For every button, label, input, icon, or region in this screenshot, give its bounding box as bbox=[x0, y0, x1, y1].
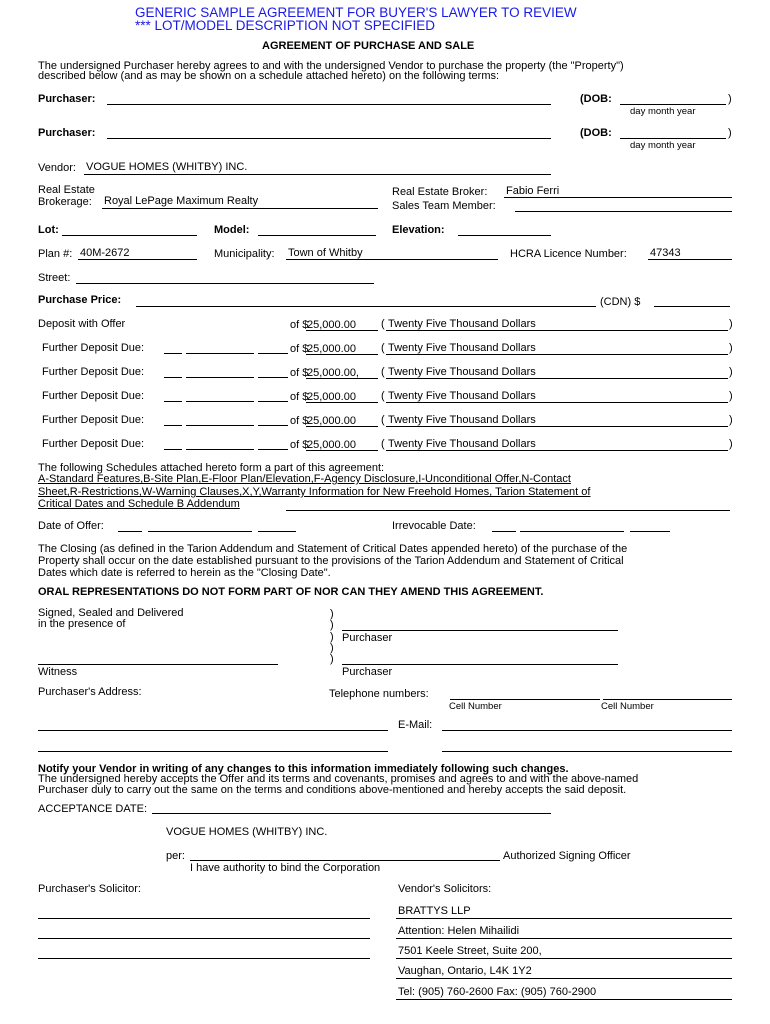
model-label: Model: bbox=[214, 224, 250, 236]
sales-team-field[interactable] bbox=[515, 211, 732, 212]
hcra-value: 47343 bbox=[650, 247, 681, 259]
notify-vendor-notice: Notify your Vendor in writing of any changes to this information immediately following such changes. bbox=[38, 763, 569, 775]
purchaser-1-dob-field[interactable] bbox=[620, 104, 726, 105]
deposit-amount-value: 25,000.00 bbox=[307, 319, 356, 331]
purchaser-1-dob-label: (DOB: bbox=[580, 93, 612, 105]
purchaser-signature-1-line[interactable] bbox=[342, 630, 618, 631]
acceptance-date-label: ACCEPTANCE DATE: bbox=[38, 803, 147, 815]
telephone-label: Telephone numbers: bbox=[329, 688, 429, 700]
email-label: E-Mail: bbox=[398, 719, 433, 731]
deposit-label: Further Deposit Due: bbox=[42, 390, 145, 402]
irrevocable-date-month[interactable] bbox=[520, 531, 624, 532]
deposit-label: Deposit with Offer bbox=[38, 318, 126, 330]
vendor-field[interactable] bbox=[84, 174, 551, 175]
deposit-words-close-paren: ) bbox=[729, 390, 733, 402]
deposit-of-label: of $ bbox=[290, 367, 309, 379]
deposit-label: Further Deposit Due: bbox=[42, 366, 145, 378]
deposit-label: Further Deposit Due: bbox=[42, 438, 145, 450]
vendor-solicitor-attention: Attention: Helen Mihailidi bbox=[398, 925, 520, 937]
deposit-of-label: of $ bbox=[290, 343, 309, 355]
deposit-amount-value: 25,000.00 bbox=[307, 439, 356, 451]
deposit-words-close-paren: ) bbox=[729, 438, 733, 450]
street-field[interactable] bbox=[76, 283, 374, 284]
header-title-line1: GENERIC SAMPLE AGREEMENT FOR BUYER'S LAWYER TO REVIEW bbox=[135, 5, 577, 20]
email-field-2[interactable] bbox=[442, 751, 732, 752]
date-of-offer-month[interactable] bbox=[148, 531, 252, 532]
paren-5: ) bbox=[330, 653, 334, 665]
deposit-label: Further Deposit Due: bbox=[42, 414, 145, 426]
deposit-due-year-field[interactable] bbox=[258, 425, 288, 426]
deposit-words-field[interactable] bbox=[386, 450, 728, 451]
hcra-label: HCRA Licence Number: bbox=[510, 248, 627, 260]
deposit-label: Further Deposit Due: bbox=[42, 342, 145, 354]
deposit-of-label: of $ bbox=[290, 391, 309, 403]
vendor-solicitor-line4 bbox=[396, 978, 732, 979]
deposit-of-label: of $ bbox=[290, 439, 309, 451]
broker-label: Real Estate Broker: bbox=[392, 186, 488, 198]
schedules-intro: The following Schedules attached hereto form a part of this agreement: bbox=[38, 462, 385, 474]
vendor-solicitor-street: 7501 Keele Street, Suite 200, bbox=[398, 945, 542, 957]
schedules-extra-line[interactable] bbox=[286, 510, 730, 511]
vendor-solicitor-line3 bbox=[396, 958, 732, 959]
paren-3: ) bbox=[330, 631, 334, 643]
brokerage-value: Royal LePage Maximum Realty bbox=[104, 195, 259, 207]
deposit-words-value: Twenty Five Thousand Dollars bbox=[388, 414, 536, 426]
deposit-due-day-field[interactable] bbox=[164, 401, 182, 402]
sales-team-label: Sales Team Member: bbox=[392, 200, 496, 212]
signing-officer-field[interactable] bbox=[190, 860, 500, 861]
closing-line2: Property shall occur on the date established pursuant to the provisions of the Tarion Addendum and Statement of Critical bbox=[38, 555, 624, 567]
signed-sealed-label: Signed, Sealed and Delivered bbox=[38, 607, 184, 619]
model-field[interactable] bbox=[258, 235, 376, 236]
elevation-field[interactable] bbox=[458, 235, 551, 236]
per-label: per: bbox=[166, 850, 185, 862]
intro-line1: The undersigned Purchaser hereby agrees to and with the undersigned Vendor to purchase the property (the "Property") bbox=[38, 60, 624, 72]
oral-representations-notice: ORAL REPRESENTATIONS DO NOT FORM PART OF NOR CAN THEY AMEND THIS AGREEMENT. bbox=[38, 586, 544, 598]
deposit-words-open-paren: ( bbox=[381, 342, 385, 354]
paren-1: ) bbox=[330, 608, 334, 620]
irrevocable-date-label: Irrevocable Date: bbox=[392, 520, 476, 532]
authorized-signing-officer-label: Authorized Signing Officer bbox=[503, 850, 631, 862]
closing-line1: The Closing (as defined in the Tarion Addendum and Statement of Critical Dates appended hereto) of the purchase of the bbox=[38, 543, 628, 555]
purchaser-1-dob-hint: day month year bbox=[630, 106, 696, 117]
deposit-words-close-paren: ) bbox=[729, 366, 733, 378]
irrevocable-date-day[interactable] bbox=[492, 531, 516, 532]
municipality-label: Municipality: bbox=[214, 248, 275, 260]
deposit-words-field[interactable] bbox=[386, 426, 728, 427]
purchaser-2-field[interactable] bbox=[107, 138, 551, 139]
purchaser-1-dob-close: ) bbox=[728, 93, 732, 105]
vendor-solicitor-city: Vaughan, Ontario, L4K 1Y2 bbox=[398, 965, 532, 977]
vendor-label: Vendor: bbox=[38, 162, 76, 174]
brokerage-label-1: Real Estate bbox=[38, 184, 95, 196]
purchaser-solicitor-line1[interactable] bbox=[38, 918, 370, 919]
plan-label: Plan #: bbox=[38, 248, 73, 260]
vendor-solicitor-line5 bbox=[396, 999, 732, 1000]
deposit-words-value: Twenty Five Thousand Dollars bbox=[388, 318, 536, 330]
purchase-price-label: Purchase Price: bbox=[38, 294, 122, 306]
plan-field[interactable] bbox=[78, 259, 197, 260]
authority-statement: I have authority to bind the Corporation bbox=[190, 862, 381, 874]
purchaser-signature-2-line[interactable] bbox=[342, 664, 618, 665]
deposit-amount-value: 25,000.00 bbox=[307, 343, 356, 355]
deposit-words-close-paren: ) bbox=[729, 414, 733, 426]
header-title-line2: *** LOT/MODEL DESCRIPTION NOT SPECIFIED bbox=[135, 18, 436, 33]
purchase-price-amount-field[interactable] bbox=[654, 306, 730, 307]
deposit-words-value: Twenty Five Thousand Dollars bbox=[388, 342, 536, 354]
deposit-due-year-field[interactable] bbox=[258, 353, 288, 354]
vendor-solicitor-line1 bbox=[396, 918, 732, 919]
purchaser-2-dob-label: (DOB: bbox=[580, 127, 612, 139]
telephone-1-field[interactable] bbox=[450, 699, 600, 700]
vendor-solicitor-label: Vendor's Solicitors: bbox=[398, 883, 492, 895]
purchase-price-words-field[interactable] bbox=[136, 306, 596, 307]
deposit-words-open-paren: ( bbox=[381, 318, 385, 330]
purchaser-solicitor-label: Purchaser's Solicitor: bbox=[38, 883, 141, 895]
purchaser-address-line1[interactable] bbox=[38, 730, 388, 731]
cell-number-1-label: Cell Number bbox=[449, 701, 502, 712]
deposit-of-label: of $ bbox=[290, 319, 309, 331]
deposit-due-year-field[interactable] bbox=[258, 449, 288, 450]
purchaser-address-label: Purchaser's Address: bbox=[38, 686, 142, 698]
vendor-solicitor-firm: BRATTYS LLP bbox=[398, 905, 471, 917]
schedules-line3: Critical Dates and Schedule B Addendum bbox=[38, 498, 240, 510]
deposit-words-open-paren: ( bbox=[381, 390, 385, 402]
paren-4: ) bbox=[330, 642, 334, 654]
vendor-signature-name: VOGUE HOMES (WHITBY) INC. bbox=[166, 826, 328, 838]
schedules-line1: A-Standard Features,B-Site Plan,E-Floor Plan/Elevation,F-Agency Disclosure,I-Unconditional Offer,N-Contact bbox=[38, 473, 571, 485]
brokerage-field[interactable] bbox=[102, 208, 378, 209]
schedules-line2: Sheet,R-Restrictions,W-Warning Clauses,X,Y,Warranty Information for New Freehold Homes, Tarion Statement of bbox=[38, 486, 591, 498]
vendor-solicitor-line2 bbox=[396, 938, 732, 939]
deposit-due-year-field[interactable] bbox=[258, 377, 288, 378]
deposit-words-close-paren: ) bbox=[729, 318, 733, 330]
plan-value: 40M-2672 bbox=[80, 247, 130, 259]
date-of-offer-year[interactable] bbox=[258, 531, 296, 532]
deposit-due-day-field[interactable] bbox=[164, 353, 182, 354]
broker-field[interactable] bbox=[504, 197, 732, 198]
deposit-words-open-paren: ( bbox=[381, 438, 385, 450]
vendor-value: VOGUE HOMES (WHITBY) INC. bbox=[86, 161, 248, 173]
date-of-offer-day[interactable] bbox=[118, 531, 142, 532]
deposit-due-month-field[interactable] bbox=[186, 425, 254, 426]
in-presence-label: in the presence of bbox=[38, 618, 126, 630]
deposit-due-year-field[interactable] bbox=[258, 401, 288, 402]
deposit-due-day-field[interactable] bbox=[164, 377, 182, 378]
deposit-due-day-field[interactable] bbox=[164, 425, 182, 426]
deposit-due-day-field[interactable] bbox=[164, 449, 182, 450]
lot-field[interactable] bbox=[62, 235, 197, 236]
deposit-words-field[interactable] bbox=[386, 378, 728, 379]
purchaser-2-dob-field[interactable] bbox=[620, 138, 726, 139]
deposit-due-month-field[interactable] bbox=[186, 377, 254, 378]
paren-2: ) bbox=[330, 619, 334, 631]
telephone-2-field[interactable] bbox=[603, 699, 732, 700]
intro-line2: described below (and as may be shown on a schedule attached hereto) on the following terms: bbox=[38, 70, 500, 82]
acceptance-date-field[interactable] bbox=[152, 813, 551, 814]
purchase-price-currency: (CDN) $ bbox=[600, 296, 641, 308]
deposit-due-month-field[interactable] bbox=[186, 353, 254, 354]
email-field[interactable] bbox=[442, 730, 732, 731]
municipality-field[interactable] bbox=[286, 259, 498, 260]
purchaser-2-dob-close: ) bbox=[728, 127, 732, 139]
broker-value: Fabio Ferri bbox=[506, 185, 560, 197]
deposit-amount-value: 25,000.00 bbox=[307, 391, 356, 403]
deposit-words-open-paren: ( bbox=[381, 414, 385, 426]
deposit-due-month-field[interactable] bbox=[186, 449, 254, 450]
purchaser-signature-2-label: Purchaser bbox=[342, 666, 393, 678]
purchaser-solicitor-line2[interactable] bbox=[38, 938, 370, 939]
municipality-value: Town of Whitby bbox=[288, 247, 363, 259]
deposit-words-value: Twenty Five Thousand Dollars bbox=[388, 438, 536, 450]
irrevocable-date-year[interactable] bbox=[630, 531, 670, 532]
deposit-due-month-field[interactable] bbox=[186, 401, 254, 402]
deposit-words-field[interactable] bbox=[386, 354, 728, 355]
witness-signature-line[interactable] bbox=[38, 664, 278, 665]
acceptance-text-line1: The undersigned hereby accepts the Offer and its terms and covenants, promises and agrees to and with the above-named bbox=[38, 773, 639, 785]
purchaser-address-line2[interactable] bbox=[38, 751, 388, 752]
deposit-words-field[interactable] bbox=[386, 330, 728, 331]
date-of-offer-label: Date of Offer: bbox=[38, 520, 104, 532]
deposit-amount-value: 25,000.00 bbox=[307, 415, 356, 427]
deposit-of-label: of $ bbox=[290, 415, 309, 427]
deposit-words-close-paren: ) bbox=[729, 342, 733, 354]
purchaser-1-label: Purchaser: bbox=[38, 93, 96, 105]
hcra-field[interactable] bbox=[648, 259, 732, 260]
purchaser-signature-1-label: Purchaser bbox=[342, 632, 393, 644]
purchaser-1-field[interactable] bbox=[107, 104, 551, 105]
witness-label: Witness bbox=[38, 666, 78, 678]
purchaser-2-label: Purchaser: bbox=[38, 127, 96, 139]
deposit-words-value: Twenty Five Thousand Dollars bbox=[388, 366, 536, 378]
deposit-words-open-paren: ( bbox=[381, 366, 385, 378]
lot-label: Lot: bbox=[38, 224, 59, 236]
vendor-solicitor-phone: Tel: (905) 760-2600 Fax: (905) 760-2900 bbox=[398, 986, 597, 998]
deposit-amount-value: 25,000.00, bbox=[307, 367, 359, 379]
deposit-words-value: Twenty Five Thousand Dollars bbox=[388, 390, 536, 402]
cell-number-2-label: Cell Number bbox=[601, 701, 654, 712]
deposit-words-field[interactable] bbox=[386, 402, 728, 403]
purchaser-solicitor-line3[interactable] bbox=[38, 958, 370, 959]
elevation-label: Elevation: bbox=[392, 224, 445, 236]
document-title: AGREEMENT OF PURCHASE AND SALE bbox=[262, 40, 475, 52]
purchaser-2-dob-hint: day month year bbox=[630, 140, 696, 151]
closing-line3: Dates which date is referred to herein as the "Closing Date". bbox=[38, 567, 331, 579]
street-label: Street: bbox=[38, 272, 71, 284]
brokerage-label-2: Brokerage: bbox=[38, 196, 92, 208]
acceptance-text-line2: Purchaser duly to carry out the same on the terms and conditions above-mentioned and hereby accepts the said deposit. bbox=[38, 784, 627, 796]
